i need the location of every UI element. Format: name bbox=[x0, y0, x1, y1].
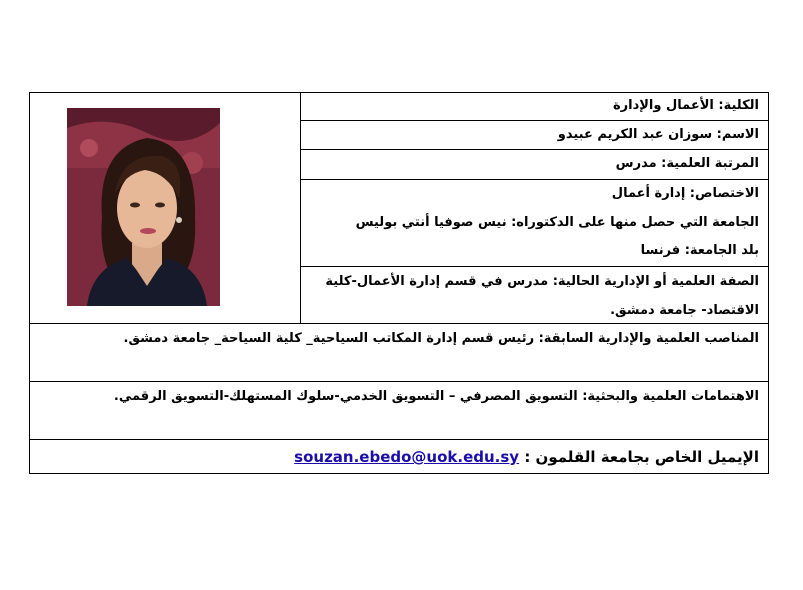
email-link[interactable]: souzan.ebedo@uok.edu.sy bbox=[294, 448, 520, 466]
table-border-right bbox=[768, 92, 769, 474]
row-divider bbox=[300, 120, 769, 121]
photo-column-divider bbox=[300, 92, 301, 323]
profile-table bbox=[29, 92, 769, 474]
rank-field: المرتبة العلمية: مدرس bbox=[615, 156, 759, 171]
phd-university-field: الجامعة التي حصل منها على الدكتوراه: نيس صوفيا أنتي بوليس bbox=[355, 215, 759, 230]
current-position-line1: الصفة العلمية أو الإدارية الحالية: مدرس في قسم إدارة الأعمال-كلية bbox=[325, 274, 759, 289]
row-divider bbox=[29, 381, 769, 382]
email-row bbox=[294, 447, 759, 467]
university-country-field: بلد الجامعة: فرنسا bbox=[640, 243, 759, 258]
current-position-line2: الاقتصاد- جامعة دمشق. bbox=[610, 303, 759, 318]
table-border-bottom bbox=[29, 473, 769, 474]
previous-positions-field: المناصب العلمية والإدارية السابقة: رئيس قسم إدارة المكاتب السياحية_ كلية السياحة_ جامعة دمشق. bbox=[123, 331, 759, 346]
faculty-field: الكلية: الأعمال والإدارة bbox=[612, 98, 759, 113]
row-divider bbox=[300, 266, 769, 267]
table-border-top bbox=[29, 92, 769, 93]
row-divider bbox=[300, 179, 769, 180]
row-divider bbox=[300, 149, 769, 150]
table-border-left bbox=[29, 92, 30, 474]
research-interests-field: الاهتمامات العلمية والبحثية: التسويق المصرفي – التسويق الخدمي-سلوك المستهلك-التسويق الرقمي. bbox=[113, 389, 759, 404]
profile-photo bbox=[67, 108, 220, 306]
specialization-field: الاختصاص: إدارة أعمال bbox=[611, 186, 759, 201]
row-divider bbox=[29, 439, 769, 440]
email-label: الإيميل الخاص بجامعة القلمون : bbox=[524, 448, 759, 466]
name-field: الاسم: سوزان عبد الكريم عبيدو bbox=[557, 127, 759, 142]
row-divider bbox=[29, 323, 769, 324]
